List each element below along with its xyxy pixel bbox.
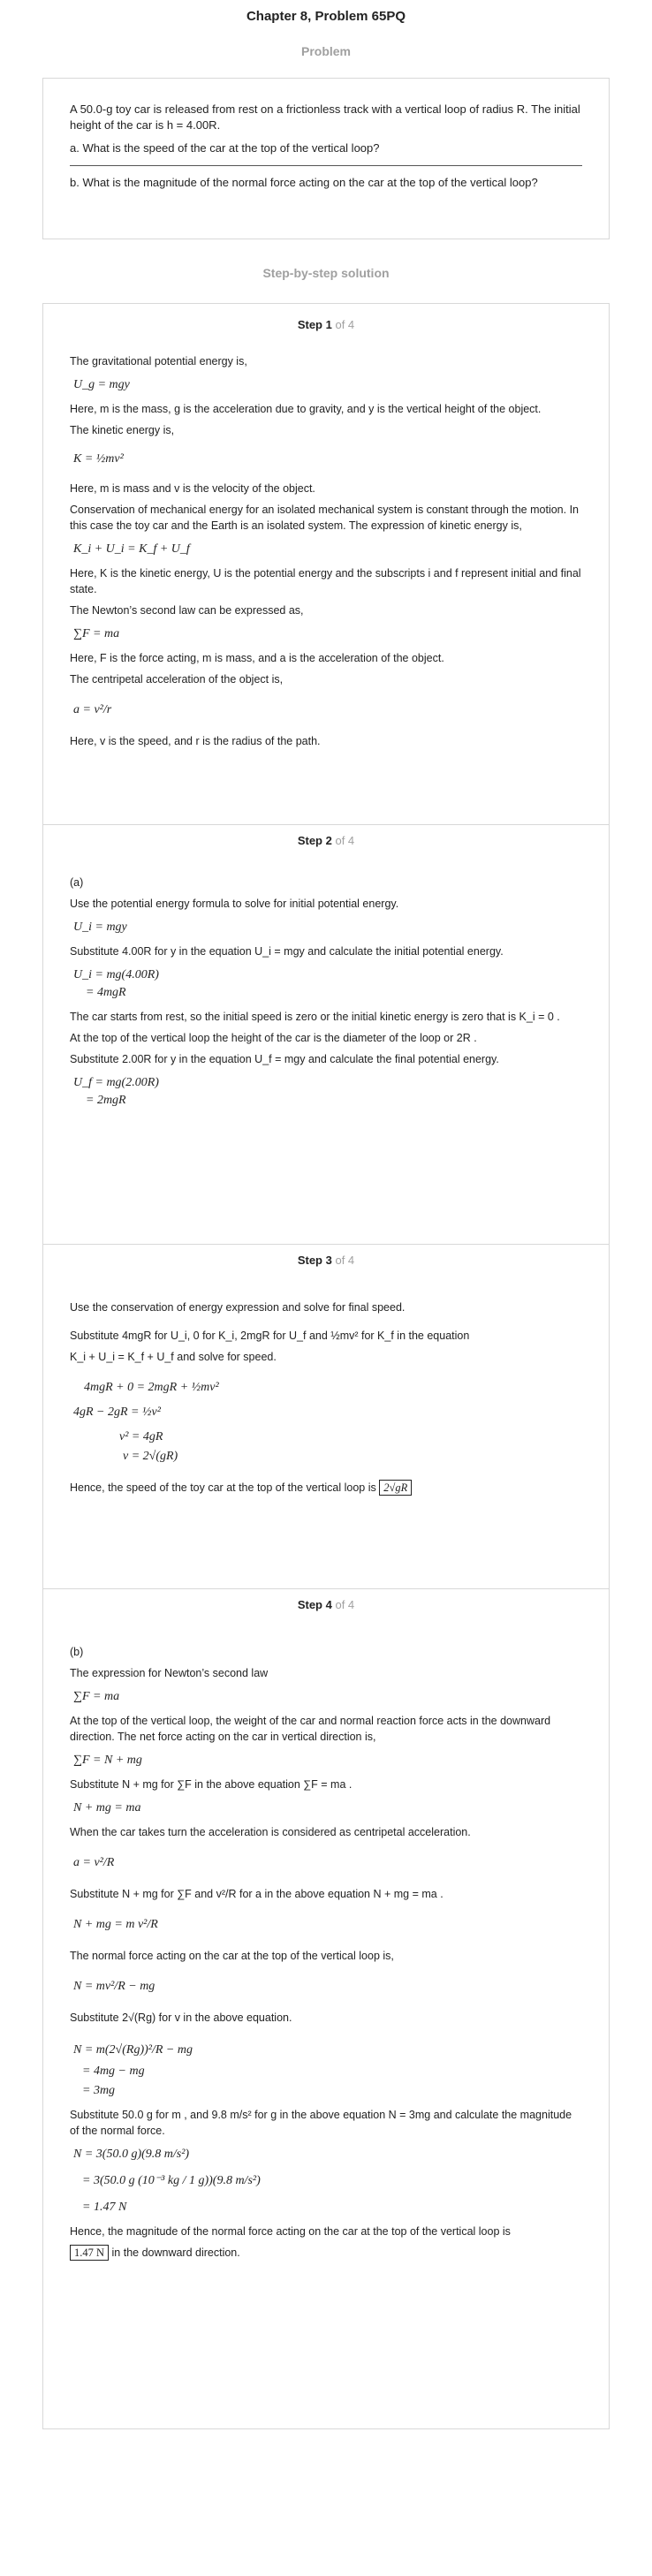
step-count: of 4 — [335, 1254, 355, 1267]
step-text: At the top of the vertical loop, the weight of the car and normal reaction force acts in the downward direction. The net force acting on the car in vertical direction is, — [70, 1715, 551, 1743]
step-text: Here, m is the mass, g is the acceleration due to gravity, and y is the vertical height of the object. — [70, 403, 542, 415]
step-header — [70, 1245, 582, 1280]
step-text: Here, m is mass and v is the velocity of the object. — [70, 482, 315, 495]
equation: N = m(2√(Rg))²/R − mg — [73, 2043, 193, 2057]
solution-heading: Step-by-step solution — [262, 266, 390, 280]
equation: = 2mgR — [86, 1094, 126, 1107]
equation: N + mg = ma — [73, 1801, 141, 1815]
step-text: Substitute N + mg for ∑F in the above equation ∑F = ma . — [70, 1778, 353, 1791]
step-label: Step 2 — [297, 834, 332, 847]
step-text: The expression for Newton’s second law — [70, 1667, 269, 1679]
step-label: Step 4 — [297, 1598, 332, 1611]
equation: v = 2√(gR) — [123, 1450, 178, 1463]
equation: U_i = mgy — [73, 921, 127, 934]
step-text: The normal force acting on the car at the top of the vertical loop is, — [70, 1950, 394, 1962]
equation: K = ½mv² — [73, 452, 124, 466]
part-label: (a) — [70, 876, 84, 889]
step-2 — [43, 825, 609, 1245]
equation: U_f = mg(2.00R) — [73, 1076, 159, 1089]
step-header — [70, 1589, 582, 1625]
step-text: At the top of the vertical loop the height of the car is the diameter of the loop or 2R . — [70, 1032, 477, 1044]
equation: N + mg = m v²/R — [73, 1918, 158, 1931]
step-text: When the car takes turn the acceleration is considered as centripetal acceleration. — [70, 1826, 471, 1838]
speed-answer-line — [70, 1480, 582, 1496]
problem-part-b: b. What is the magnitude of the normal force acting on the car at the top of the vertical loop? — [70, 176, 538, 189]
step-header — [70, 825, 582, 860]
equation: 4gR − 2gR = ½v² — [73, 1405, 161, 1419]
step-1 — [43, 304, 609, 825]
equation: ∑F = N + mg — [73, 1754, 142, 1767]
divider — [70, 165, 582, 166]
step-text: Hence, the magnitude of the normal force acting on the car at the top of the vertical loop is — [70, 2225, 511, 2238]
step-label: Step 3 — [297, 1254, 332, 1267]
step-3 — [43, 1245, 609, 1589]
equation: ∑F = ma — [73, 627, 120, 640]
speed-answer: 2√gR — [379, 1480, 412, 1496]
step-text: The centripetal acceleration of the object is, — [70, 673, 284, 686]
step-text: The kinetic energy is, — [70, 424, 175, 436]
equation: = 4mgR — [86, 986, 126, 999]
step-text: Substitute 4.00R for y in the equation U_i = mgy and calculate the initial potential energy. — [70, 945, 504, 958]
problem-heading: Problem — [300, 44, 351, 58]
step-text: Conservation of mechanical energy for an isolated mechanical system is constant through the motion. In this case the toy car and the Earth is an isolated system. The expression of kinetic energy is, — [70, 504, 580, 532]
step-text: Substitute 50.0 g for m , and 9.8 m/s² for g in the above equation N = 3mg and calculate the magnitude of the normal force. — [70, 2109, 572, 2137]
step-text: Hence, the speed of the toy car at the top of the vertical loop is — [70, 1481, 376, 1494]
step-text: Substitute 2.00R for y in the equation U_f = mgy and calculate the final potential energy. — [70, 1053, 499, 1065]
equation: K_i + U_i = K_f + U_f — [73, 542, 190, 556]
step-text: Here, K is the kinetic energy, U is the potential energy and the subscripts i and f represent initial and final state. — [70, 567, 581, 595]
step-text: The Newton’s second law can be expressed as, — [70, 604, 304, 617]
step-text: Here, F is the force acting, m is mass, and a is the acceleration of the object. — [70, 652, 444, 664]
equation: ∑F = ma — [73, 1690, 120, 1703]
step-count: of 4 — [335, 1598, 355, 1611]
step-text: The gravitational potential energy is, — [70, 355, 247, 367]
step-count: of 4 — [335, 318, 355, 331]
equation: 4mgR + 0 = 2mgR + ½mv² — [84, 1381, 219, 1394]
step-text: Use the potential energy formula to solve for initial potential energy. — [70, 898, 399, 910]
equation: N = 3(50.0 g)(9.8 m/s²) — [73, 2148, 190, 2161]
step-text: Use the conservation of energy expression and solve for final speed. — [70, 1301, 406, 1314]
step-text: in the downward direction. — [111, 2246, 240, 2259]
equation: a = v²/r — [73, 703, 112, 716]
step-text: The car starts from rest, so the initial speed is zero or the initial kinetic energy is zero that is K_i = 0 . — [70, 1011, 560, 1023]
step-text: Substitute N + mg for ∑F and v²/R for a in the above equation N + mg = ma . — [70, 1888, 444, 1900]
step-header — [70, 304, 582, 339]
page-title: Chapter 8, Problem 65PQ — [246, 9, 406, 24]
step-count: of 4 — [335, 834, 355, 847]
equation: U_i = mg(4.00R) — [73, 968, 159, 981]
equation: = 3(50.0 g (10⁻³ kg / 1 g))(9.8 m/s²) — [82, 2174, 261, 2187]
step-text: K_i + U_i = K_f + U_f and solve for speed. — [70, 1351, 277, 1363]
equation: v² = 4gR — [119, 1430, 163, 1443]
solution-steps — [42, 303, 610, 2429]
equation: N = mv²/R − mg — [73, 1980, 155, 1993]
step-text: Here, v is the speed, and r is the radius of the path. — [70, 735, 321, 747]
equation: a = v²/R — [73, 1856, 115, 1869]
step-text: Substitute 4mgR for U_i, 0 for K_i, 2mgR for U_f and ½mv² for K_f in the equation — [70, 1330, 470, 1342]
problem-part-a: a. What is the speed of the car at the top of the vertical loop? — [70, 141, 380, 155]
step-text: Substitute 2√(Rg) for v in the above equation. — [70, 2012, 292, 2024]
equation: = 4mg − mg — [82, 2065, 145, 2078]
force-answer: 1.47 N — [70, 2245, 109, 2261]
equation: = 1.47 N — [82, 2201, 127, 2214]
part-label: (b) — [70, 1646, 84, 1658]
step-4 — [43, 1589, 609, 2428]
step-label: Step 1 — [297, 318, 332, 331]
equation: U_g = mgy — [73, 378, 130, 391]
problem-box — [42, 78, 610, 239]
equation: = 3mg — [82, 2084, 116, 2097]
force-answer-line — [70, 2245, 582, 2261]
problem-intro: A 50.0-g toy car is released from rest on a frictionless track with a vertical loop of radius R. The initial height of the car is h = 4.00R. — [70, 102, 580, 132]
